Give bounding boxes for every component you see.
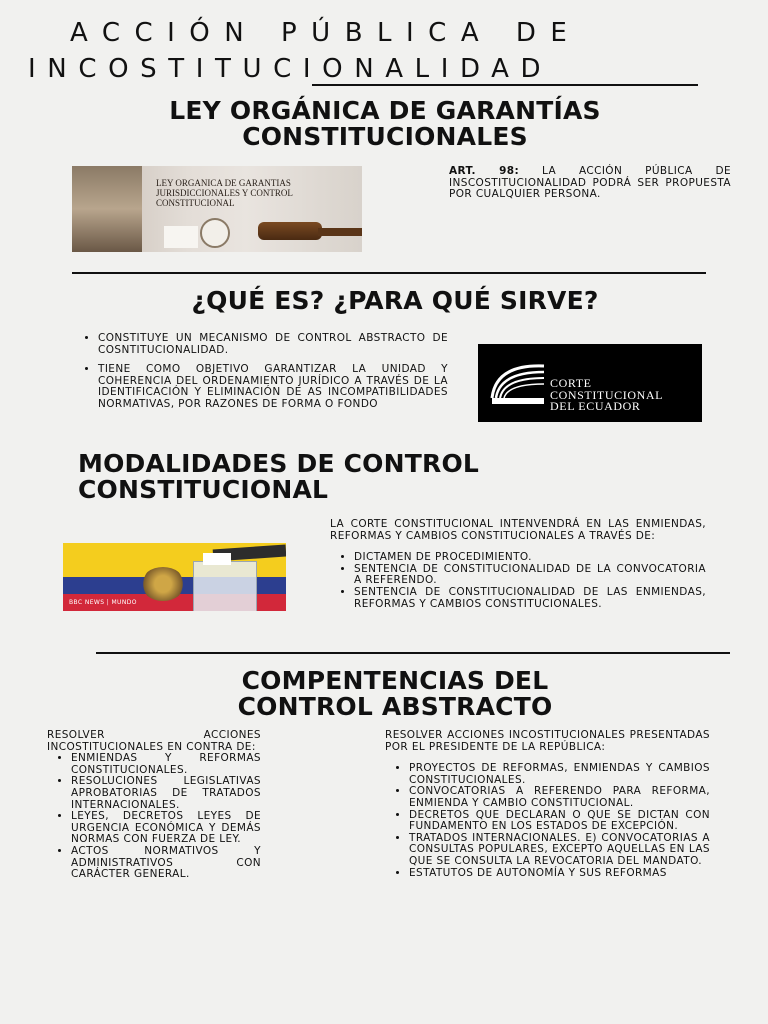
logo-line2: CONSTITUCIONAL [550, 387, 664, 402]
list-item: • SENTENCIA DE CONSTITUCIONALIDAD DE LA CONVOCATORIA A REFERENDO. [354, 564, 706, 587]
list-item: • ACTOS NORMATIVOS Y ADMINISTRATIVOS CON CARÁCTER GENERAL. [71, 846, 261, 881]
clock-icon [200, 218, 230, 248]
art-98-text [449, 166, 731, 201]
competencias-heading-line1: COMPENTENCIAS DEL [241, 666, 549, 695]
corte-constitucional-logo [478, 344, 702, 422]
list-item: • TIENE COMO OBJETIVO GARANTIZAR LA UNIDAD Y COHERENCIA DEL ORDENAMIENTO JURÍDICO A TRAVÉS DE LA IDENTIFICACIÓN Y ELIMINACIÓN DE AS INCOMPATIBILIDADES NORMATIVAS, POR RAZONES DE FORMA O FONDO [98, 364, 448, 410]
title-underline [312, 84, 698, 86]
list-item: • CONSTITUYE UN MECANISMO DE CONTROL ABSTRACTO DE COSNTITUCIONALIDAD. [98, 333, 448, 356]
logo-line3: DEL ECUADOR [550, 399, 641, 413]
image-source-caption: BBC NEWS | MUNDO [69, 599, 137, 606]
image-caption-text: LEY ORGANICA DE GARANTIAS JURISDICCIONALES Y CONTROL CONSTITUCIONAL [156, 178, 293, 208]
gavel-icon [258, 222, 322, 240]
left-intro: RESOLVER ACCIONES INCOSTITUCIONALES EN CONTRA DE: [47, 729, 261, 753]
ballot-card [203, 553, 231, 565]
competencias-right-column [385, 730, 710, 879]
paper-stack [164, 226, 198, 248]
gavel-book-image [72, 166, 362, 252]
modalidades-heading-line2: CONSTITUCIONAL [78, 475, 329, 504]
list-item: • RESOLUCIONES LEGISLATIVAS APROBATORIAS DE TRATADOS INTERNACIONALES. [71, 776, 261, 811]
section-divider-1 [72, 272, 706, 274]
coat-of-arms-icon [141, 567, 185, 601]
art-label: ART. 98: [449, 165, 520, 177]
modalidades-heading [78, 451, 718, 503]
page-title-line2: INCOSTITUCIONALIDAD [28, 54, 553, 84]
list-item: • DICTAMEN DE PROCEDIMIENTO. [354, 552, 706, 564]
page-title-line1: ACCIÓN PÚBLICA DE [70, 18, 582, 48]
modalidades-heading-line1: MODALIDADES DE CONTROL [78, 449, 480, 478]
logo-text [550, 378, 663, 413]
corte-emblem-icon [486, 358, 550, 410]
list-item: • CONVOCATORIAS A REFERENDO PARA REFORMA, ENMIENDA Y CAMBIO CONSTITUCIONAL. [409, 786, 710, 809]
competencias-heading [60, 668, 730, 720]
competencias-left-column [47, 730, 261, 881]
ballot-box-icon [193, 561, 257, 611]
list-item: • SENTENCIA DE CONSTITUCIONALIDAD DE LAS ENMIENDAS, REFORMAS Y CAMBIOS CONSTITUCIONALES. [354, 587, 706, 610]
law-book [72, 166, 142, 252]
modalidades-intro: LA CORTE CONSTITUCIONAL INTENVENDRÁ EN LAS ENMIENDAS, REFORMAS Y CAMBIOS CONSTITUCIONALES A TRAVÉS DE: [330, 518, 706, 542]
list-item: • LEYES, DECRETOS LEYES DE URGENCIA ECONÓMICA Y DEMÁS NORMAS CON FUERZA DE LEY. [71, 811, 261, 846]
list-item: • DECRETOS QUE DECLARAN O QUE SE DICTAN CON FUNDAMENTO EN LOS ESTADOS DE EXCEPCIÓN. [409, 810, 710, 833]
list-item: • ESTATUTOS DE AUTONOMÍA Y SUS REFORMAS [409, 868, 710, 880]
list-item: • TRATADOS INTERNACIONALES. E) CONVOCATORIAS A CONSULTAS POPULARES, EXCEPTO AQUELLAS EN LAS QUE SE CONSULTA LA REVOCATORIA DEL MANDATO. [409, 833, 710, 868]
ley-heading-line2: CONSTITUCIONALES [242, 122, 528, 151]
right-intro: RESOLVER ACCIONES INCOSTITUCIONALES PRESENTADAS POR EL PRESIDENTE DE LA REPÚBLICA: [385, 729, 710, 753]
section-divider-2 [96, 652, 730, 654]
que-es-heading: ¿QUÉ ES? ¿PARA QUÉ SIRVE? [191, 286, 599, 315]
modalidades-text [330, 519, 706, 610]
ley-heading-line1: LEY ORGÁNICA DE GARANTÍAS [169, 96, 601, 125]
ley-heading [40, 98, 730, 150]
list-item: • PROYECTOS DE REFORMAS, ENMIENDAS Y CAMBIOS CONSTITUCIONALES. [409, 763, 710, 786]
que-es-list [74, 333, 448, 419]
list-item: • ENMIENDAS Y REFORMAS CONSTITUCIONALES. [71, 753, 261, 776]
ecuador-flag-ballot-image [63, 543, 286, 611]
competencias-heading-line2: CONTROL ABSTRACTO [237, 692, 553, 721]
gavel-handle [318, 228, 362, 236]
logo-line1: CORTE [550, 376, 592, 390]
art-body: LA ACCIÓN PÚBLICA DE INSCOSTITUCIONALIDAD PODRÁ SER PROPUESTA POR CUALQUIER PERSONA. [449, 165, 731, 201]
